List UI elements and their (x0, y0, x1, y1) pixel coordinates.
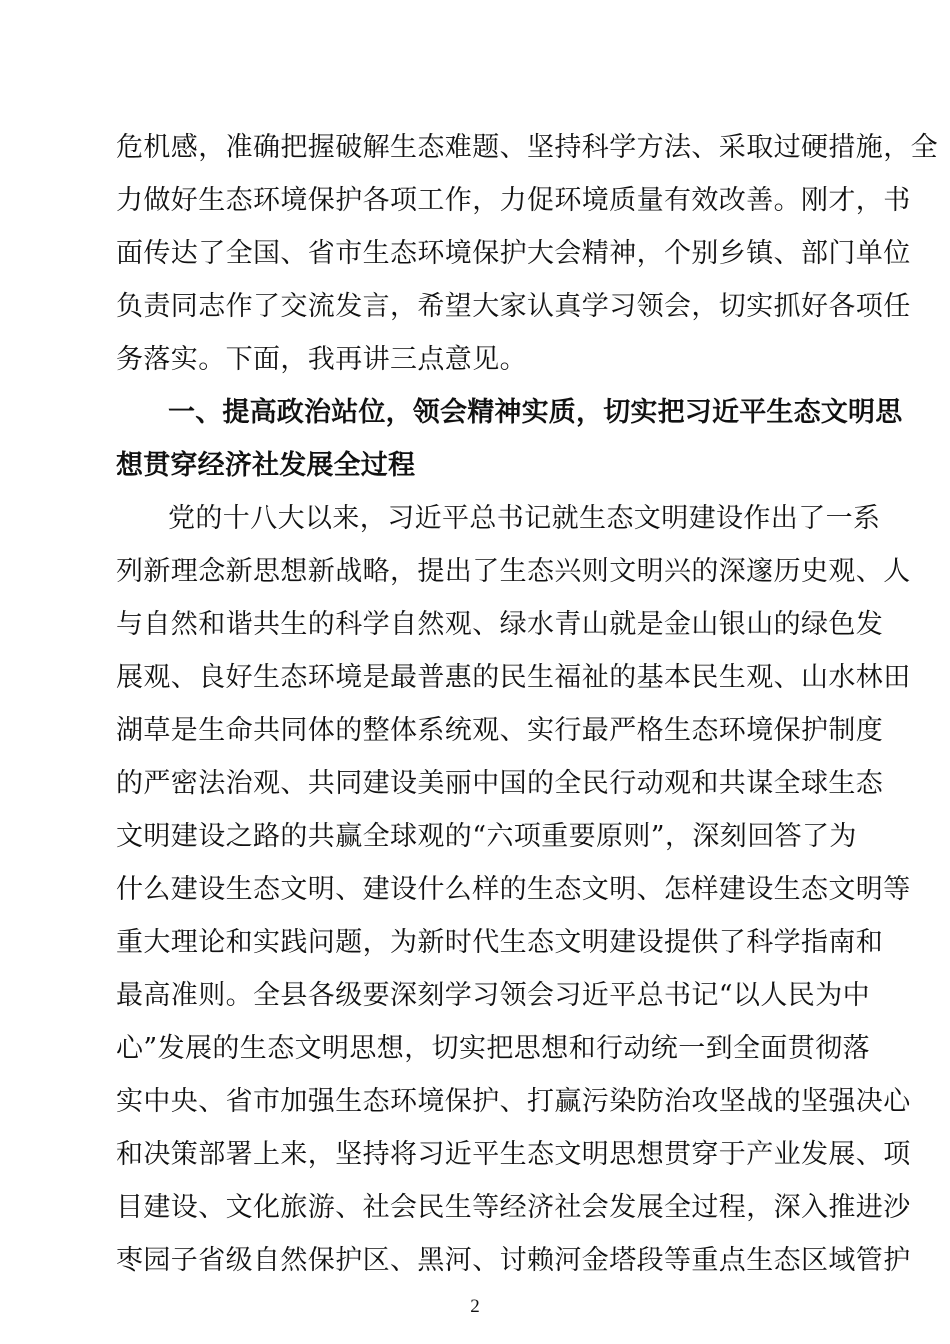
text-line: 的严密法治观、共同建设美丽中国的全民行动观和共谋全球生态 (116, 768, 884, 799)
text-line: 目建设、文化旅游、社会民生等经济社会发展全过程，深入推进沙 (116, 1192, 911, 1223)
text-line: 重大理论和实践问题，为新时代生态文明建设提供了科学指南和 (116, 927, 884, 958)
text-line: 实中央、省市加强生态环境保护、打赢污染防治攻坚战的坚强决心 (116, 1086, 911, 1117)
text-line: 危机感，准确把握破解生态难题、坚持科学方法、采取过硬措施，全 (116, 132, 938, 163)
text-line: 力做好生态环境保护各项工作，力促环境质量有效改善。刚才，书 (116, 185, 911, 216)
text-line: 列新理念新思想新战略，提出了生态兴则文明兴的深邃历史观、人 (116, 556, 911, 587)
text-line: 什么建设生态文明、建设什么样的生态文明、怎样建设生态文明等 (116, 874, 911, 905)
text-line: 与自然和谐共生的科学自然观、绿水青山就是金山银山的绿色发 (116, 609, 884, 640)
text-line: 湖草是生命共同体的整体系统观、实行最严格生态环境保护制度 (116, 715, 884, 746)
text-line: 文明建设之路的共赢全球观的“六项重要原则”，深刻回答了为 (116, 821, 857, 852)
text-line: 心”发展的生态文明思想，切实把思想和行动统一到全面贯彻落 (116, 1033, 871, 1064)
text-line: 务落实。下面，我再讲三点意见。 (116, 344, 527, 375)
paragraph-first-line: 党的十八大以来，习近平总书记就生态文明建设作出了一系 (168, 503, 881, 534)
text-line: 面传达了全国、省市生态环境保护大会精神，个别乡镇、部门单位 (116, 238, 911, 269)
text-line: 最高准则。全县各级要深刻学习领会习近平总书记“以人民为中 (116, 980, 871, 1011)
text-line: 枣园子省级自然保护区、黑河、讨赖河金塔段等重点生态区域管护 (116, 1245, 911, 1276)
section-heading: 一、提高政治站位，领会精神实质，切实把习近平生态文明思 (168, 397, 903, 428)
text-line: 展观、良好生态环境是最普惠的民生福祉的基本民生观、山水林田 (116, 662, 911, 693)
text-line: 和决策部署上来，坚持将习近平生态文明思想贯穿于产业发展、项 (116, 1139, 911, 1170)
page-number: 2 (470, 1296, 480, 1317)
text-line: 负责同志作了交流发言，希望大家认真学习领会，切实抓好各项任 (116, 291, 911, 322)
section-heading: 想贯穿经济社发展全过程 (116, 450, 416, 481)
